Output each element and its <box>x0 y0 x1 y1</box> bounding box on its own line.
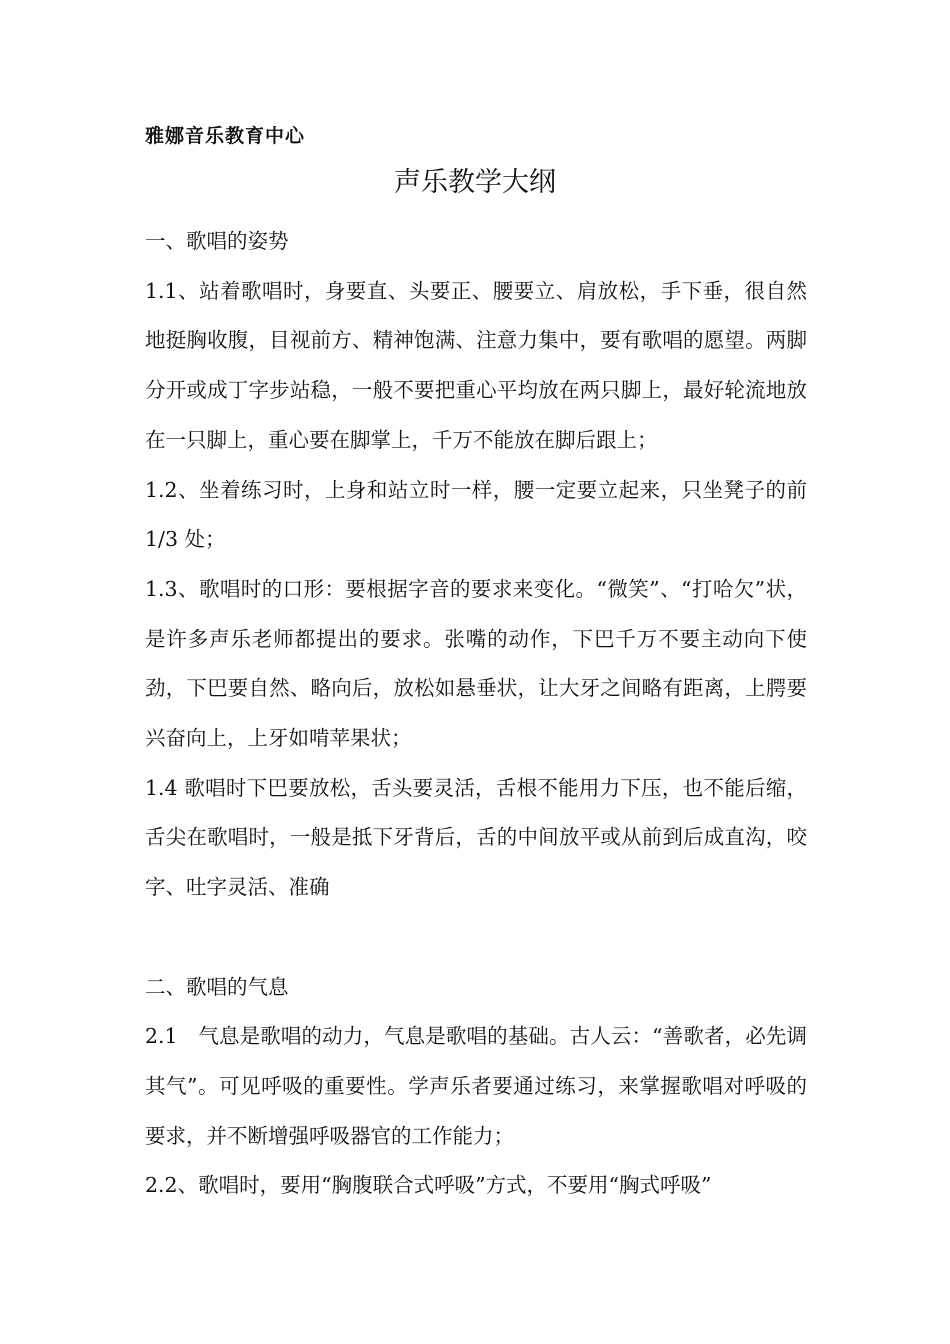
paragraph-2-1: 2.1 气息是歌唱的动力，气息是歌唱的基础。古人云：“善歌者，必先调其气”。可见呼吸的重要性。学声乐者要通过练习，来掌握歌唱对呼吸的要求，并不断增强呼吸器官的工作能力； <box>145 1024 807 1148</box>
document-title: 声乐教学大纲 <box>394 167 556 198</box>
document-body <box>145 217 807 1211</box>
section-heading-posture: 一、歌唱的姿势 <box>145 229 289 253</box>
paragraph-1-2: 1.2、坐着练习时，上身和站立时一样，腰一定要立起来，只坐凳子的前 1/3 处； <box>145 477 807 552</box>
paragraph-1-1: 1.1、站着歌唱时，身要直、头要正、腰要立、肩放松，手下垂，很自然地挺胸收腹，目视前方、精神饱满、注意力集中，要有歌唱的愿望。两脚分开或成丁字步站稳，一般不要把重心平均放在两只脚上，最好轮流地放在一只脚上，重心要在脚掌上，千万不能放在脚后跟上； <box>145 278 807 452</box>
paragraph-2-2: 2.2、歌唱时，要用“胸腹联合式呼吸”方式，不要用“胸式呼吸” <box>145 1173 712 1198</box>
paragraph-1-4: 1.4 歌唱时下巴要放松，舌头要灵活，舌根不能用力下压，也不能后缩，舌尖在歌唱时，一般是抵下牙背后，舌的中间放平或从前到后成直沟，咬字、吐字灵活、准确 <box>145 775 807 900</box>
paragraph-1-3: 1.3、歌唱时的口形：要根据字音的要求来变化。“微笑”、“打哈欠”状，是许多声乐老师都提出的要求。张嘴的动作，下巴千万不要主动向下使劲，下巴要自然、略向后，放松如悬垂状，让大牙之间略有距离，上腭要兴奋向上，上牙如啃苹果状； <box>145 576 807 751</box>
section-heading-breath: 二、歌唱的气息 <box>145 974 289 999</box>
section-spacer <box>145 913 807 963</box>
organization-name: 雅娜音乐教育中心 <box>145 125 306 147</box>
